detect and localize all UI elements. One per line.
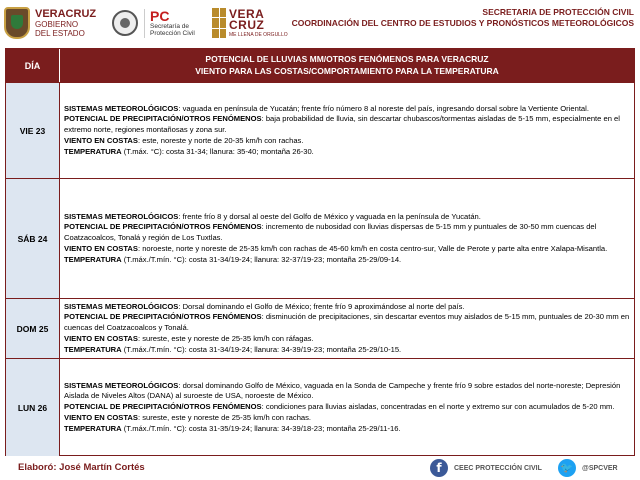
logo-pc-line2: Protección Civil: [150, 30, 195, 37]
logo-pc-mark: PC: [150, 7, 170, 24]
facebook-label: CEEC PROTECCIÓN CIVIL: [454, 464, 542, 472]
twitter-icon: 🐦: [558, 459, 576, 477]
sistemas-line: [64, 104, 630, 115]
forecast-table: [5, 48, 635, 456]
author-credit: Elaboró: José Martín Cortés: [18, 462, 145, 473]
row-day: LUN 26: [6, 359, 60, 456]
table-row: [6, 358, 634, 456]
temperatura-text: (T.máx./T.mín. °C): costa 31-35/19-24; llanura: 34-39/18-23; montaña 25-29/11-16.: [121, 423, 401, 433]
viento-label: VIENTO EN COSTAS: [64, 135, 138, 145]
temperatura-label: TEMPERATURA: [64, 146, 122, 156]
row-day: DOM 25: [6, 299, 60, 358]
logo-brand-line2: CRUZ: [229, 17, 265, 32]
table-row: [6, 82, 634, 178]
logo-pc-line1: Secretaría de: [150, 22, 190, 30]
viento-text: : sureste, este y noreste de 25-35 km/h con rachas.: [137, 412, 312, 422]
header-forecast: [60, 49, 634, 82]
page-header: [0, 0, 640, 46]
sistemas-line: [64, 302, 630, 313]
row-content: [64, 359, 630, 456]
temperatura-label: TEMPERATURA: [64, 344, 122, 354]
viento-label: VIENTO EN COSTAS: [64, 333, 138, 343]
sistemas-label: SISTEMAS METEOROLÓGICOS: [64, 103, 179, 113]
potencial-text: : baja probabilidad de lluvia, sin descartar chubascos/tormentas aisladas de 5-15 mm, especialmente en el extremo norte, regiones montañosas y zona sur.: [64, 114, 620, 135]
viento-line: [64, 136, 630, 147]
sistemas-text: : dorsal dominando Golfo de México, vaguada en la Sonda de Campeche y frente frío 9 sobre estados del norte-noreste; Depresión Aislada de Niveles Altos (DANA) al suroeste de USA, noroeste de México.: [64, 380, 621, 401]
potencial-line: [64, 222, 630, 244]
viento-text: : sureste, este y noreste de 25-35 km/h con ráfagas.: [137, 333, 314, 343]
header-forecast-line1: POTENCIAL DE LLUVIAS MM/OTROS FENÓMENOS PARA VERACRUZ: [205, 54, 489, 65]
temperatura-text: (T.máx./T.mín. °C): costa 31-34/19-24; llanura: 34-39/19-23; montaña 25-29/10-15.: [121, 344, 402, 354]
temperatura-text: (T.máx./T.mín. °C): costa 31-34/19-24; llanura: 32-37/19-23; montaña 25-29/09-14.: [121, 254, 402, 264]
viento-line: [64, 334, 630, 345]
row-content: [64, 299, 630, 358]
veracruz-brand-logo: [212, 4, 288, 42]
row-day: VIE 23: [6, 83, 60, 178]
sistemas-line: [64, 212, 630, 223]
temperatura-line: [64, 255, 630, 266]
header-title-line1: SECRETARIA DE PROTECCIÓN CIVIL: [482, 7, 634, 17]
potencial-text: : disminución de precipitaciones, sin descartar eventos muy aislados de 5-15 mm, puntuales de 20-30 mm en cuencas del Coatzacoalcos y Tonalá.: [64, 312, 630, 333]
facebook-link[interactable]: [430, 459, 542, 477]
page-footer: [0, 458, 640, 480]
header-title-line2: COORDINACIÓN DEL CENTRO DE ESTUDIOS Y PRONÓSTICOS METEOROLÓGICOS: [291, 17, 634, 28]
logo-veracruz-line2: GOBIERNO: [35, 19, 79, 29]
temperatura-line: [64, 147, 630, 158]
viento-line: [64, 244, 630, 255]
logo-brand-line1: VERA: [229, 6, 265, 21]
table-row: [6, 298, 634, 358]
twitter-link[interactable]: [558, 459, 618, 477]
header-forecast-line2: VIENTO PARA LAS COSTAS/COMPORTAMIENTO PARA LA TEMPERATURA: [195, 65, 499, 76]
temperatura-line: [64, 424, 630, 435]
sistemas-line: [64, 381, 630, 403]
table-row: [6, 178, 634, 298]
veracruz-government-logo: [4, 4, 96, 42]
header-day: DÍA: [6, 49, 60, 82]
temperatura-label: TEMPERATURA: [64, 254, 122, 264]
row-day: SÁB 24: [6, 179, 60, 298]
viento-label: VIENTO EN COSTAS: [64, 243, 138, 253]
potencial-line: [64, 114, 630, 136]
temperatura-line: [64, 345, 630, 356]
sistemas-label: SISTEMAS METEOROLÓGICOS: [64, 380, 179, 390]
header-titles: [292, 7, 634, 28]
sistemas-text: : Dorsal dominando el Golfo de México; frente frío 9 aproximándose al norte del país.: [178, 301, 465, 311]
sistemas-text: : frente frío 8 y dorsal al oeste del Golfo de México y vaguada en la península de Yucatán.: [178, 211, 481, 221]
row-content: [64, 179, 630, 298]
potencial-text: : incremento de nubosidad con lluvias dispersas de 5-15 mm y puntuales de 30-50 mm cuencas del Coatzacoalcos, Tonalá y región de Los Tuxtlas.: [64, 222, 597, 243]
temperatura-label: TEMPERATURA: [64, 423, 122, 433]
potencial-line: [64, 312, 630, 334]
potencial-label: POTENCIAL DE PRECIPITACIÓN/OTROS FENÓMENOS: [64, 402, 262, 412]
logo-brand-tagline: ME LLENA DE ORGULLO: [229, 31, 288, 38]
veracruz-shield-icon: [4, 7, 30, 39]
logo-veracruz-line3: DEL ESTADO: [35, 28, 85, 38]
government-seal-icon: [112, 7, 138, 39]
viento-text: : noroeste, norte y noreste de 25-35 km/h con rachas de 45-60 km/h en costa centro-sur, Valle de Perote y parte alta entre Xalapa-Misantla.: [137, 243, 608, 253]
row-content: [64, 83, 630, 178]
potencial-line: [64, 402, 630, 413]
viento-label: VIENTO EN COSTAS: [64, 412, 138, 422]
logo-veracruz-line1: VERACRUZ: [35, 7, 97, 20]
viento-line: [64, 413, 630, 424]
sistemas-label: SISTEMAS METEOROLÓGICOS: [64, 301, 179, 311]
table-header: [6, 49, 634, 82]
viento-text: : este, noreste y norte de 20-35 km/h con rachas.: [137, 135, 304, 145]
potencial-label: POTENCIAL DE PRECIPITACIÓN/OTROS FENÓMENOS: [64, 312, 262, 322]
potencial-label: POTENCIAL DE PRECIPITACIÓN/OTROS FENÓMENOS: [64, 222, 262, 232]
facebook-icon: f: [430, 459, 448, 477]
veracruz-brand-icon: [212, 8, 226, 38]
sistemas-text: : vaguada en península de Yucatán; frente frío número 8 al noreste del país, ingresando dorsal sobre la Vertiente Oriental.: [178, 103, 589, 113]
potencial-text: : condiciones para lluvias aisladas, concentradas en el norte y extremo sur con acumulados de 5-20 mm.: [261, 402, 615, 412]
twitter-label: @SPCVER: [582, 464, 618, 472]
proteccion-civil-logo: [112, 4, 195, 42]
potencial-label: POTENCIAL DE PRECIPITACIÓN/OTROS FENÓMENOS: [64, 114, 262, 124]
temperatura-text: (T.máx. °C): costa 31-34; llanura: 35-40; montaña 26-30.: [121, 146, 314, 156]
sistemas-label: SISTEMAS METEOROLÓGICOS: [64, 211, 179, 221]
